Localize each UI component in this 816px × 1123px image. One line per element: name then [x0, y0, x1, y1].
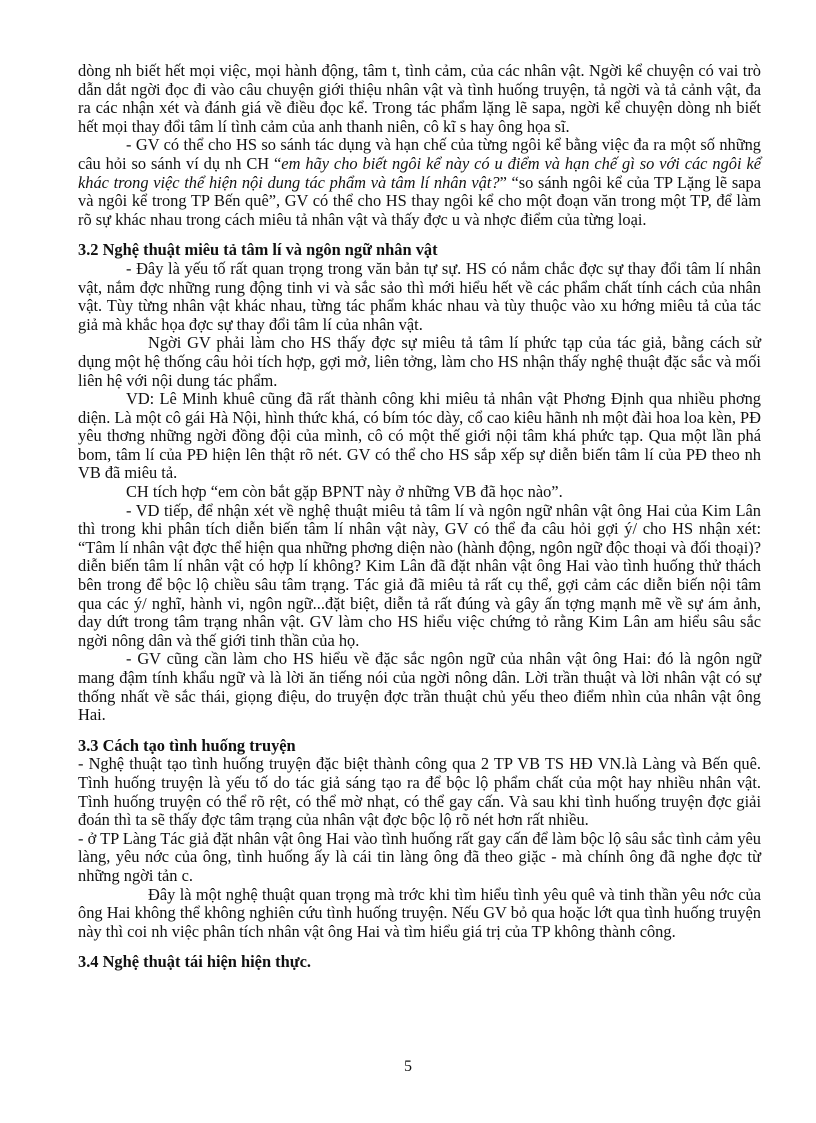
paragraph-text: - GV có thể cho HS so sánh tác dụng và hạn chế của từng ngôi kể bằng việc đa ra một số những câu hỏi so sánh ví dụ nh CH “	[78, 135, 761, 173]
section-heading-3-2: 3.2 Nghệ thuật miêu tả tâm lí và ngôn ngữ nhân vật	[78, 240, 438, 260]
paragraph: - Nghệ thuật tạo tình huống truyện đặc biệt thành công qua 2 TP VB TS HĐ VN.là Làng và Bến quê. Tình huống truyện là yếu tố do tác giả sáng tạo ra để bộc lộ phẩm chất của một hay nhiều nhân vật. Tình huống truyện có thể rõ rệt, có thể mờ nhạt, có thể gay cấn. Và sau khi tình huống truyện đợc giải đoán thì ta sẽ thấy đợc tâm trạng của nhân vật đợc bộc lộ rõ nét hơn rất nhiều.	[78, 754, 761, 830]
paragraph: Ngời GV phải làm cho HS thấy đợc sự miêu tả tâm lí phức tạp của tác giả, bằng cách sử dụng một hệ thống câu hỏi tích hợp, gợi mở, liên tởng, làm cho HS nhận thấy nghệ thuật đặc sắc và mối liên hệ với nội dung tác phẩm.	[78, 333, 761, 390]
italic-question: em hãy cho biết ngôi kể này có u điểm và hạn chế gì so với các ngôi kể khác trong việc thể hiện nội dung tác phẩm và tâm lí nhân vật?	[78, 153, 761, 192]
paragraph: dòng nh biết hết mọi việc, mọi hành động, tâm t, tình cảm, của các nhân vật. Ngời kể chuyện có vai trò dẫn dắt ngời đọc đi vào câu chuyện giới thiệu nhân vật và tình huống truyện, tả ngời và tả cảnh vật, đa ra các nhận xét và đánh giá về điều đọc kể. Trong tác phẩm lặng lẽ sapa, ngời kể chuyện dòng nh biết hết mọi thay đổi tâm lí tình cảm của anh thanh niên, cô kĩ s hay ông họa sĩ.	[78, 61, 761, 136]
document-page	[78, 62, 761, 972]
paragraph	[78, 136, 761, 229]
paragraph: - ở TP Làng Tác giả đặt nhân vật ông Hai vào tình huống rất gay cấn để làm bộc lộ sâu sắc tình cảm yêu làng, yêu nớc của ông, tình huống ấy là cái tin làng ông đã theo giặc - mà chính ông đã nghe đợc từ những ngời tản c.	[78, 828, 761, 885]
paragraph: VD: Lê Minh khuê cũng đã rất thành công khi miêu tả nhân vật Phơng Định qua nhiều phơng diện. Là một cô gái Hà Nội, hình thức khá, có bím tóc dày, cổ cao kiêu hãnh nh một đài hoa loa kèn, PĐ yêu thơng những ngời đồng đội của mình, cô có một thế giới nội tâm khá phức tạp. Qua một lần phá bom, tâm lí của PĐ hiện lên thật rõ nét. GV có thể cho HS sắp xếp sự diễn biến tâm lí của PĐ theo nh VB đã miêu tả.	[78, 389, 761, 483]
paragraph: - VD tiếp, để nhận xét về nghệ thuật miêu tả tâm lí và ngôn ngữ nhân vật ông Hai của Kim Lân thì trong khi phân tích diễn biến tâm lí nhân vật này, GV có thể đa câu hỏi gợi ý/ cho HS nhận xét: “Tâm lí nhân vật đợc thể hiện qua những phơng diện nào (hành động, ngôn ngữ độc thoại và đối thoại)? diễn biến tâm lí nhân vật có hợp lí không? Kim Lân đã đặt nhân vật ông Hai vào tình huống thử thách bên trong để bộc lộ chiều sâu tâm trạng. Tác giả đã miêu tả rất cụ thể, gợi cảm các diễn biến nội tâm qua các ý/ nghĩ, hành vi, ngôn ngữ...đặt biệt, diễn tả rất đúng và gây ấn tợng mạnh mẽ về sự ám ảnh, day dứt trong tâm trạng nhân vật. GV làm cho HS hiểu việc chứng tỏ rằng Kim Lân am hiểu sâu sắc ngời nông dân và thế giới tinh thần của họ.	[78, 500, 761, 650]
paragraph: - GV cũng cần làm cho HS hiểu về đặc sắc ngôn ngữ của nhân vật ông Hai: đó là ngôn ngữ mang đậm tính khẩu ngữ và là lời ăn tiếng nói của ngời nông dân. Lời trần thuật và lời nhân vật có sự thống nhất về sắc thái, giọng điệu, do truyện đợc trần thuật chủ yếu theo điểm nhìn của nhân vật ông Hai.	[78, 649, 761, 725]
page-number: 5	[404, 1058, 412, 1075]
paragraph-text: ” “so sánh ngôi kể của TP Lặng lẽ sapa và ngôi kể trong TP Bến quê”, GV có thể cho HS thay ngôi kể cho một đoạn văn trong một TP, để làm rõ sự khác nhau trong cách miêu tả nhân vật và thấy đợc u và nhợc điểm của từng loại.	[78, 172, 761, 229]
paragraph: - Đây là yếu tố rất quan trọng trong văn bản tự sự. HS có nắm chắc đợc sự thay đổi tâm lí nhân vật, nắm đợc những rung động tinh vi và sắc sảo thì mới hiểu hết về các phẩm chất tính cách của nhân vật. Tùy từng nhân vật khác nhau, từng tác phẩm khác nhau và tùy thuộc vào xu hớng miêu tả của tác giả mà khắc họa đợc sự thay đổi tâm lí của nhân vật.	[78, 258, 761, 334]
paragraph: Đây là một nghệ thuật quan trọng mà trớc khi tìm hiểu tình yêu quê và tinh thần yêu nớc của ông Hai không thể không nghiên cứu tình huống truyện. Nếu GV bỏ qua hoặc lớt qua tình huống truyện này thì coi nh việc phân tích nhân vật ông Hai và tìm hiểu giá trị của TP không thành công.	[78, 884, 761, 941]
section-heading-3-4: 3.4 Nghệ thuật tái hiện hiện thực.	[78, 952, 311, 972]
section-heading-3-3: 3.3 Cách tạo tình huống truyện	[78, 735, 296, 755]
paragraph: CH tích hợp “em còn bắt gặp BPNT này ở những VB đã học nào”.	[126, 482, 563, 502]
